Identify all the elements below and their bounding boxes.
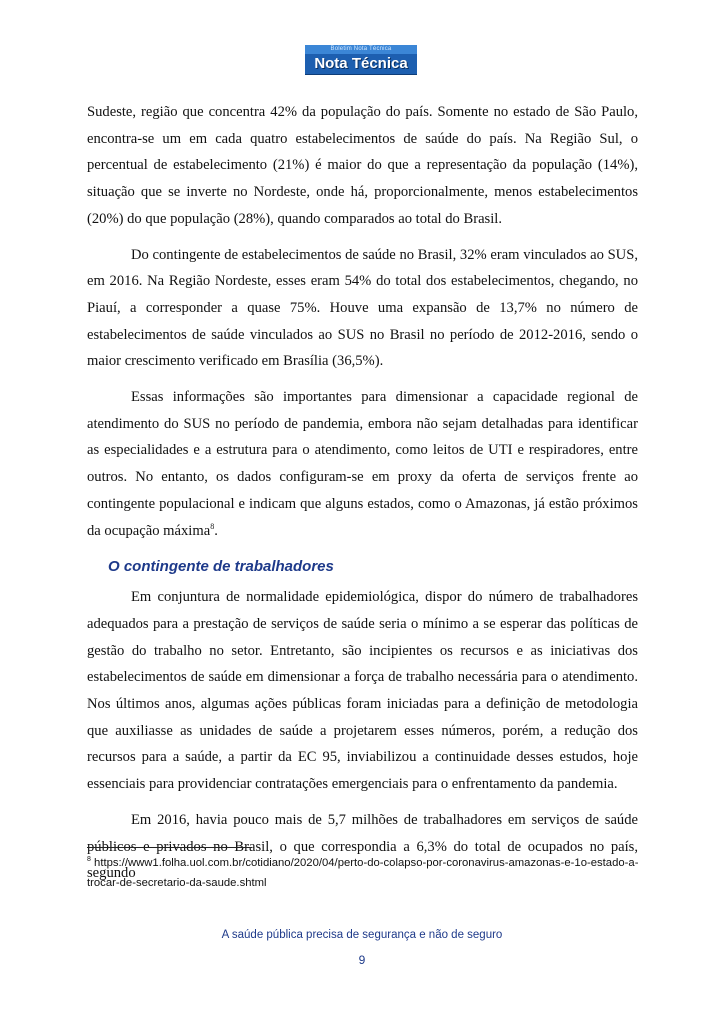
- footnote-reference[interactable]: 8: [210, 521, 215, 531]
- footer-slogan: A saúde pública precisa de segurança e não de seguro: [221, 929, 503, 941]
- logo-small-text: Boletim Nota Técnica: [305, 45, 417, 54]
- section-heading: O contingente de trabalhadores: [108, 558, 334, 576]
- paragraph-4: Em conjuntura de normalidade epidemiológica, dispor do número de trabalhadores adequados para a prestação de serviços de saúde seria o mínimo a se esperar das políticas de gestão do trabalho no setor. Entretanto, são incipientes os recursos e as iniciativas dos estabelecimentos de saúde em dimensionar a força de trabalho necessária para o atendimento. Nos últimos anos, algumas ações públicas foram iniciadas para a definição de metodologia que auxiliasse as unidades de saúde a projetarem esses números, porém, a redução dos recursos para a saúde, a partir da EC 95, inviabilizou a continuidade desses estudos, hoje essenciais para providenciar contratações emergenciais para o enfrentamento da pandemia.: [87, 589, 638, 793]
- paragraph-1: Sudeste, região que concentra 42% da população do país. Somente no estado de São Paulo, encontra-se um em cada quatro estabelecimentos de saúde do país. Na Região Sul, o percentual de estabelecimento (21%) é maior do que a representação da população (14%), situação que se inverte no Nordeste, onde há, proporcionalmente, menos estabelecimentos (20%) do que população (28%), quando comparados ao total do Brasil.: [87, 104, 638, 227]
- nota-tecnica-logo: [305, 45, 417, 75]
- page-number: 9: [358, 953, 366, 967]
- paragraph-2: Do contingente de estabelecimentos de saúde no Brasil, 32% eram vinculados ao SUS, em 2016. Na Região Nordeste, esses eram 54% do total dos estabelecimentos, chegando, no Piauí, a corresponder a quase 75%. Houve uma expansão de 13,7% no número de estabelecimentos de saúde vinculados ao SUS no Brasil no período de 2012-2016, sendo o maior crescimento verificado em Brasília (36,5%).: [87, 246, 638, 370]
- document-body: [87, 99, 638, 896]
- footnote-url[interactable]: https://www1.folha.uol.com.br/cotidiano/2020/04/perto-do-colapso-por-coronavirus-amazonas-e-1o-estado-a-trocar-de-secretario-da-saude.shtml: [87, 857, 639, 889]
- logo-title: Nota Técnica: [305, 54, 417, 75]
- footnote: [87, 853, 647, 893]
- footnote-number: 8: [87, 856, 91, 863]
- paragraph-5: Em 2016, havia pouco mais de 5,7 milhões de trabalhadores em serviços de saúde públicos e privados no Brasil, o que correspondia a 6,3% do total de ocupados no país, segundo: [87, 811, 638, 882]
- paragraph-3-text: Essas informações são importantes para dimensionar a capacidade regional de atendimento do SUS no período de pandemia, embora não sejam detalhadas para identificar as especialidades e a estrutura para o atendimento, como leitos de UTI e respiradores, entre outros. No entanto, os dados configuram-se em proxy da oferta de serviços frente ao contingente populacional e indicam que alguns estados, como o Amazonas, já estão próximos da ocupação máxima: [87, 389, 638, 539]
- paragraph-3: Essas informações são importantes para dimensionar a capacidade regional de atendimento do SUS no período de pandemia, embora não sejam detalhadas para identificar as especialidades e a estrutura para o atendimento, como leitos de UTI e respiradores, entre outros. No entanto, os dados configuram-se em proxy da oferta de serviços frente ao contingente populacional e indicam que alguns estados, como o Amazonas, já estão próximos da ocupação máxima$^8$.: [87, 389, 638, 539]
- footnote-divider: [87, 847, 252, 848]
